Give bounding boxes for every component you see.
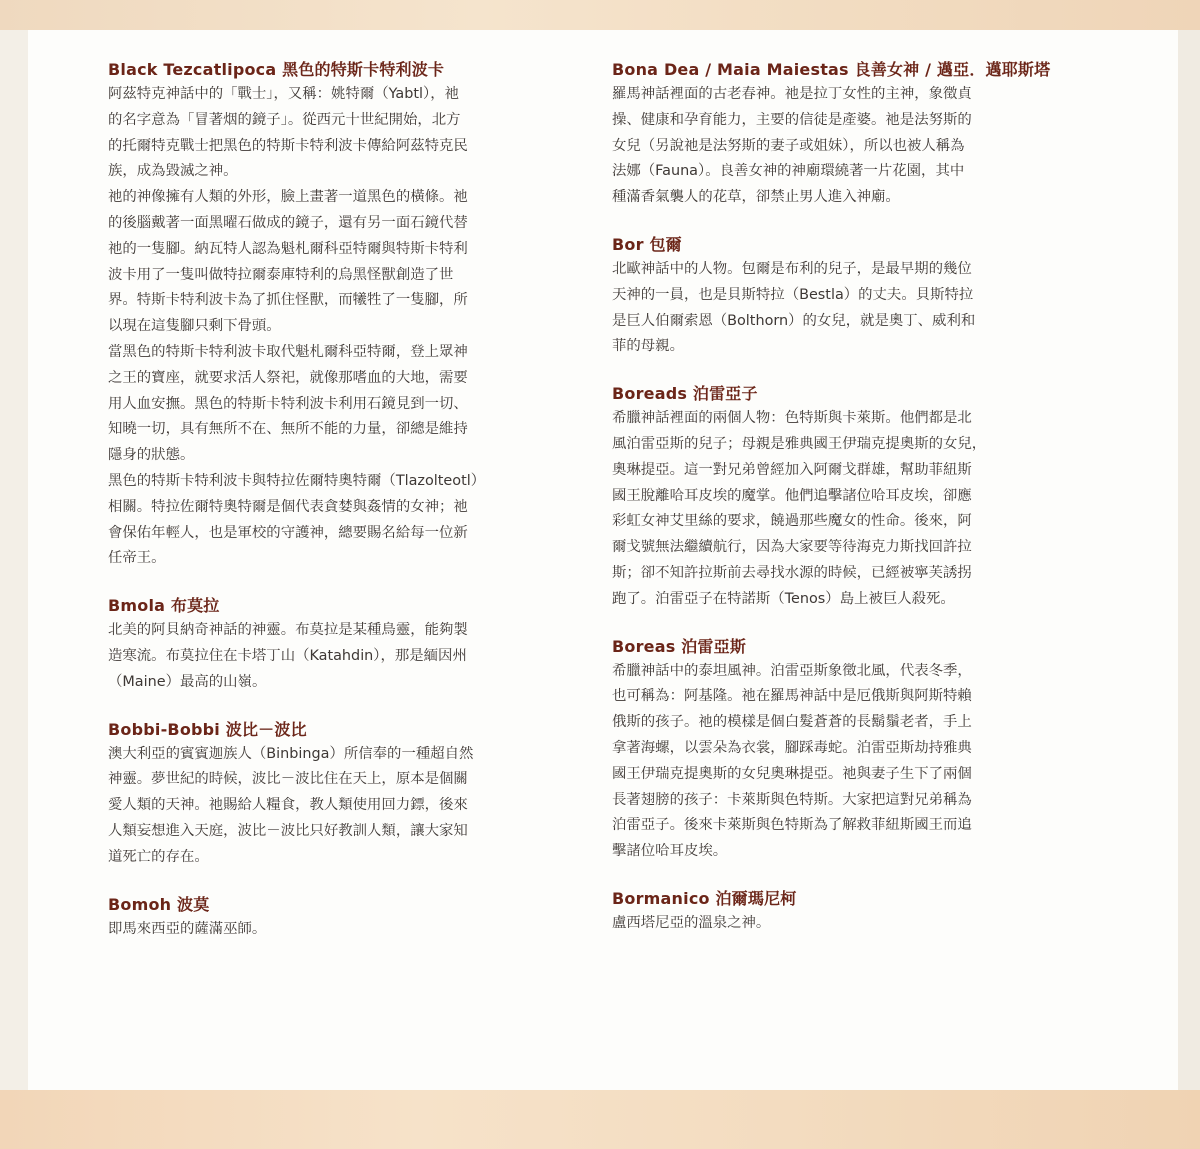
entry-text-line: 天神的一員，也是貝斯特拉（Bestla）的丈夫。貝斯特拉 — [612, 286, 974, 303]
entry-heading: Bona Dea / Maia Maiestas 良善女神 / 邁亞．邁耶斯塔 — [612, 60, 1051, 79]
entry-text-line: 盧西塔尼亞的溫泉之神。 — [612, 914, 771, 931]
page-right-edge — [1178, 30, 1200, 1090]
entry-text-line: 長著翅膀的孩子：卡萊斯與色特斯。大家把這對兄弟稱為 — [612, 791, 972, 808]
entry-text-line: 界。特斯卡特利波卡為了抓住怪獸，而犧牲了一隻腳，所 — [108, 292, 468, 309]
entry-heading: Bormanico 泊爾瑪尼柯 — [612, 888, 797, 908]
entry-text-line: 之王的寶座，就要求活人祭祀，就像那嗜血的大地，需要 — [108, 369, 468, 386]
left-column — [108, 58, 568, 942]
glossary-entry — [108, 58, 568, 572]
glossary-entry — [108, 893, 568, 943]
glossary-entry — [612, 887, 1072, 937]
glossary-entry — [108, 594, 568, 695]
entry-text-line: 彩虹女神艾里絲的要求，饒過那些魔女的性命。後來，阿 — [612, 513, 972, 530]
entry-text-line: 任帝王。 — [108, 550, 166, 567]
entry-heading: Bmola 布莫拉 — [108, 596, 220, 616]
entry-text-line: 希臘神話中的泰坦風神。泊雷亞斯象徵北風，代表冬季， — [612, 662, 972, 679]
entry-text-line: 希臘神話裡面的兩個人物：色特斯與卡萊斯。他們都是北 — [612, 410, 972, 427]
right-column — [612, 58, 1072, 937]
entry-text-line: 人類妄想進入天庭，波比－波比只好教訓人類，讓大家知 — [108, 822, 468, 839]
entry-text-line: 的後腦戴著一面黑曜石做成的鏡子，還有另一面石鏡代替 — [108, 214, 468, 231]
glossary-entry — [612, 382, 1072, 612]
entry-heading: Bomoh 波莫 — [108, 894, 210, 914]
entry-text-line: 擊諸位哈耳皮埃。 — [612, 843, 728, 860]
entry-text-line: 黑色的特斯卡特利波卡與特拉佐爾特奧特爾（Tlazolteotl） — [108, 472, 486, 489]
entry-text-line: 女兒（另說祂是法努斯的妻子或姐妹），所以也被人稱為 — [612, 137, 965, 154]
entry-text-line: （Maine）最高的山嶺。 — [108, 673, 267, 690]
entry-text-line: 相關。特拉佐爾特奧特爾是個代表貪婪與姦情的女神；祂 — [108, 498, 468, 515]
entry-text-line: 神靈。夢世紀的時候，波比－波比住在天上，原本是個關 — [108, 771, 468, 788]
entry-text-line: 菲的母親。 — [612, 338, 684, 355]
entry-text-line: 爾戈號無法繼續航行，因為大家要等待海克力斯找回許拉 — [612, 539, 972, 556]
entry-text-line: 斯；卻不知許拉斯前去尋找水源的時候，已經被寧芙誘拐 — [612, 564, 972, 581]
entry-text-line: 愛人類的天神。祂賜給人糧食，教人類使用回力鏢，後來 — [108, 797, 468, 814]
entry-text-line: 知曉一切，具有無所不在、無所不能的力量，卻總是維持 — [108, 421, 468, 438]
page-bottom-edge — [0, 1090, 1200, 1149]
entry-text-line: 風泊雷亞斯的兒子；母親是雅典國王伊瑞克提奧斯的女兒， — [612, 435, 987, 452]
entry-text-line: 俄斯的孩子。祂的模樣是個白髮蒼蒼的長鬍鬚老者，手上 — [612, 714, 972, 731]
page-top-edge — [0, 0, 1200, 30]
entry-text-line: 國王伊瑞克提奧斯的女兒奧琳提亞。祂與妻子生下了兩個 — [612, 765, 972, 782]
entry-heading: Boreads 泊雷亞子 — [612, 384, 758, 404]
entry-text-line: 國王脫離哈耳皮埃的魔掌。他們追擊諸位哈耳皮埃，卻應 — [612, 487, 972, 504]
entry-text-line: 操、健康和孕育能力，主要的信徒是產婆。祂是法努斯的 — [612, 111, 972, 128]
entry-text-line: 波卡用了一隻叫做特拉爾泰庫特利的烏黑怪獸創造了世 — [108, 266, 454, 283]
entry-heading: Boreas 泊雷亞斯 — [612, 636, 747, 656]
entry-text-line: 的名字意為「冒著烟的鏡子」。從西元十世紀開始，北方 — [108, 111, 461, 128]
entry-text-line: 即馬來西亞的薩滿巫師。 — [108, 920, 267, 937]
entry-text-line: 泊雷亞子。後來卡萊斯與色特斯為了解救菲紐斯國王而追 — [612, 817, 972, 834]
entry-heading: Bobbi-Bobbi 波比－波比 — [108, 719, 307, 739]
entry-text-line: 阿茲特克神話中的「戰士」，又稱：姚特爾（Yabtl），祂 — [108, 86, 459, 102]
entry-text-line: 北歐神話中的人物。包爾是布利的兒子，是最早期的幾位 — [612, 260, 972, 277]
glossary-entry — [612, 233, 1072, 360]
entry-text-line: 祂的一隻腳。納瓦特人認為魁札爾科亞特爾與特斯卡特利 — [108, 240, 468, 257]
entry-text-line: 奧琳提亞。這一對兄弟曾經加入阿爾戈群雄，幫助菲紐斯 — [612, 461, 972, 478]
entry-text-line: 是巨人伯爾索恩（Bolthorn）的女兒，就是奧丁、威利和 — [612, 312, 976, 329]
glossary-entry — [612, 58, 1072, 211]
entry-text-line: 的托爾特克戰士把黑色的特斯卡特利波卡傳給阿茲特克民 — [108, 137, 468, 154]
entry-text-line: 拿著海螺，以雲朵為衣裳，腳踩毒蛇。泊雷亞斯劫持雅典 — [612, 739, 972, 756]
entry-text-line: 造寒流。布莫拉住在卡塔丁山（Katahdin），那是緬因州 — [108, 647, 467, 664]
glossary-entry — [108, 718, 568, 871]
entry-text-line: 會保佑年輕人，也是軍校的守護神，總要賜名給每一位新 — [108, 524, 468, 541]
entry-text-line: 族，成為毀滅之神。 — [108, 163, 238, 180]
entry-text-line: 澳大利亞的賓賓迦族人（Binbinga）所信奉的一種超自然 — [108, 745, 474, 762]
entry-text-line: 北美的阿貝納奇神話的神靈。布莫拉是某種鳥靈，能夠製 — [108, 622, 468, 639]
entry-text-line: 跑了。泊雷亞子在特諾斯（Tenos）島上被巨人殺死。 — [612, 590, 955, 607]
entry-text-line: 法娜（Fauna）。良善女神的神廟環繞著一片花園，其中 — [612, 163, 965, 180]
entry-heading: Black Tezcatlipoca 黑色的特斯卡特利波卡 — [108, 60, 445, 79]
entry-text-line: 隱身的狀態。 — [108, 447, 195, 464]
entry-text-line: 當黑色的特斯卡特利波卡取代魁札爾科亞特爾，登上眾神 — [108, 343, 468, 360]
glossary-entry — [612, 635, 1072, 865]
entry-heading: Bor 包爾 — [612, 234, 682, 254]
entry-text-line: 種滿香氣襲人的花草，卻禁止男人進入神廟。 — [612, 189, 900, 206]
entry-text-line: 用人血安撫。黑色的特斯卡特利波卡利用石鏡見到一切、 — [108, 395, 468, 412]
entry-text-line: 道死亡的存在。 — [108, 848, 209, 865]
entry-text-line: 以現在這隻腳只剩下骨頭。 — [108, 318, 281, 335]
entry-text-line: 祂的神像擁有人類的外形，臉上畫著一道黑色的橫條。祂 — [108, 189, 468, 206]
entry-text-line: 羅馬神話裡面的古老春神。祂是拉丁女性的主神，象徵貞 — [612, 86, 972, 102]
entry-text-line: 也可稱為：阿基隆。祂在羅馬神話中是厄俄斯與阿斯特賴 — [612, 688, 972, 705]
